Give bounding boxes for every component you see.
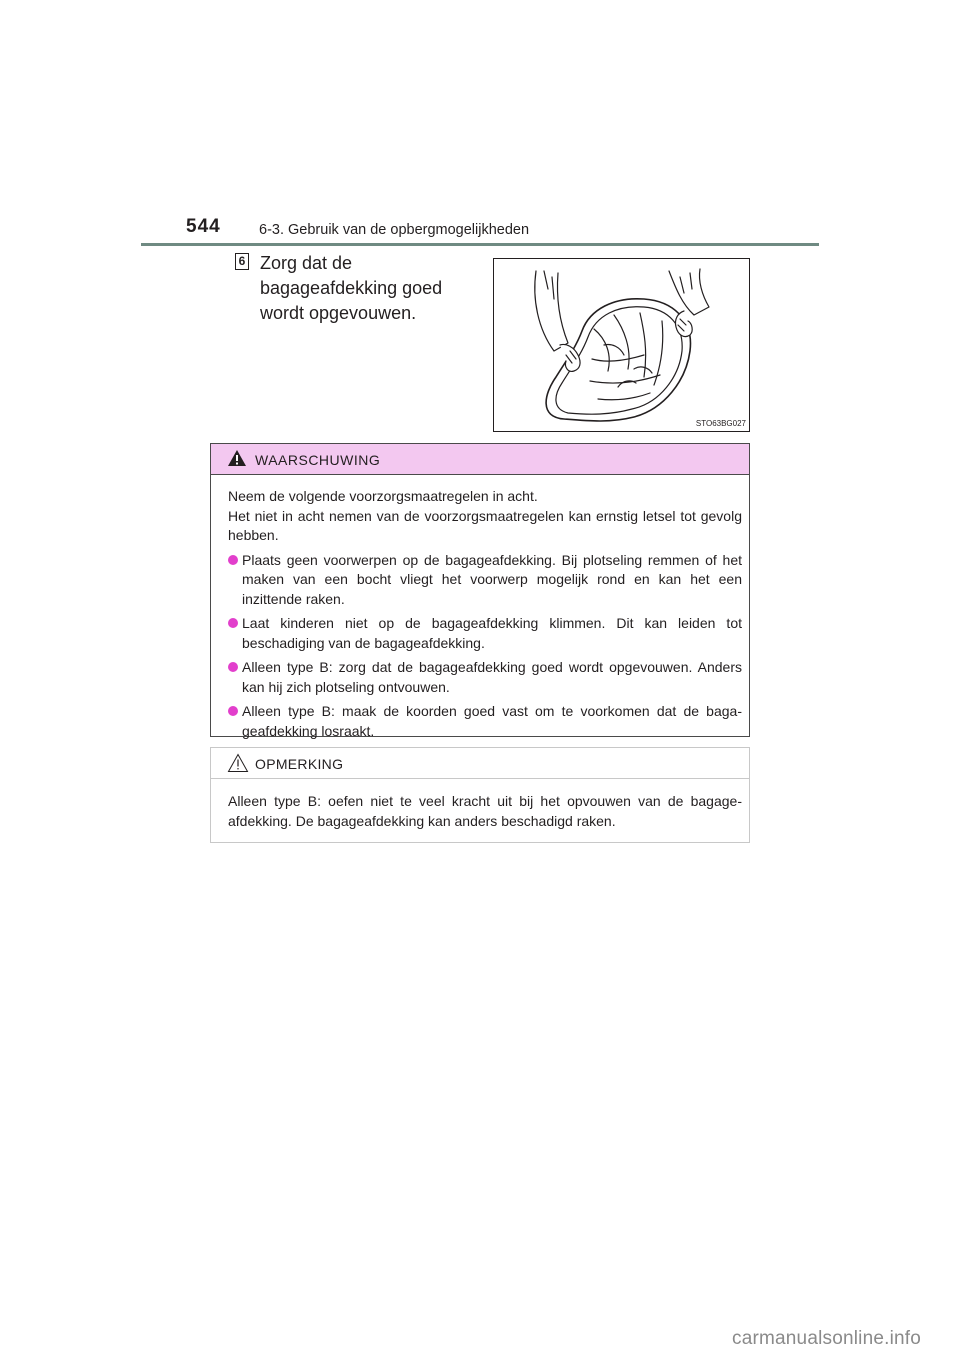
list-item-text: Plaats geen voorwerpen op de bagageafdekking. Bij plotseling remmen of het maken van een bocht vliegt het voorwerp mogelijk rond en kan het een inzittende raken. bbox=[242, 551, 742, 607]
note-body bbox=[211, 779, 749, 831]
illustration-figure bbox=[493, 258, 750, 432]
note-box bbox=[210, 747, 750, 843]
bullet-icon bbox=[228, 555, 238, 565]
list-item bbox=[228, 614, 742, 653]
hands-folding-cover-illustration bbox=[494, 259, 749, 431]
list-item-text: Alleen type B: zorg dat de bagageafdekking goed wordt opgevouwen. Anders kan hij zich plotseling ontvouwen. bbox=[242, 659, 742, 695]
note-header bbox=[211, 748, 749, 779]
bullet-icon bbox=[228, 618, 238, 628]
list-item bbox=[228, 702, 742, 741]
warning-header bbox=[211, 444, 749, 475]
warning-title: WAARSCHUWING bbox=[255, 452, 381, 468]
page-number: 544 bbox=[186, 216, 221, 237]
section-title: 6-3. Gebruik van de opbergmogelijkheden bbox=[259, 222, 530, 238]
warning-box bbox=[210, 443, 750, 737]
step-number-badge: 6 bbox=[235, 253, 249, 270]
list-item bbox=[228, 658, 742, 697]
step-instruction: Zorg dat de bagageafdekking goed wordt opgevouwen. bbox=[260, 253, 443, 323]
caution-outline-triangle-icon bbox=[227, 753, 249, 773]
note-title: OPMERKING bbox=[255, 756, 344, 772]
bullet-icon bbox=[228, 662, 238, 672]
header-divider bbox=[141, 243, 819, 246]
bullet-icon bbox=[228, 706, 238, 716]
warning-body bbox=[211, 475, 749, 741]
watermark: carmanualsonline.info bbox=[732, 1328, 922, 1349]
warning-consequence: Het niet in acht nemen van de voorzorgsmaatregelen kan ernstig letsel tot gevolg hebben. bbox=[228, 507, 742, 543]
note-text: Alleen type B: oefen niet te veel kracht uit bij het opvouwen van de bagage-afdekking. De bagageafdekking kan anders beschadigd raken. bbox=[228, 793, 742, 829]
warning-list bbox=[228, 551, 742, 742]
list-item-text: Alleen type B: maak de koorden goed vast om te voorkomen dat de baga-geafdekking losraakt. bbox=[242, 703, 742, 739]
warning-intro: Neem de volgende voorzorgsmaatregelen in acht. bbox=[228, 488, 538, 504]
warning-triangle-icon bbox=[227, 449, 247, 467]
list-item-text: Laat kinderen niet op de bagageafdekking klimmen. Dit kan leiden tot beschadiging van de bagageafdekking. bbox=[242, 615, 742, 651]
illustration-code: STO63BG027 bbox=[695, 419, 746, 428]
list-item bbox=[228, 551, 742, 610]
